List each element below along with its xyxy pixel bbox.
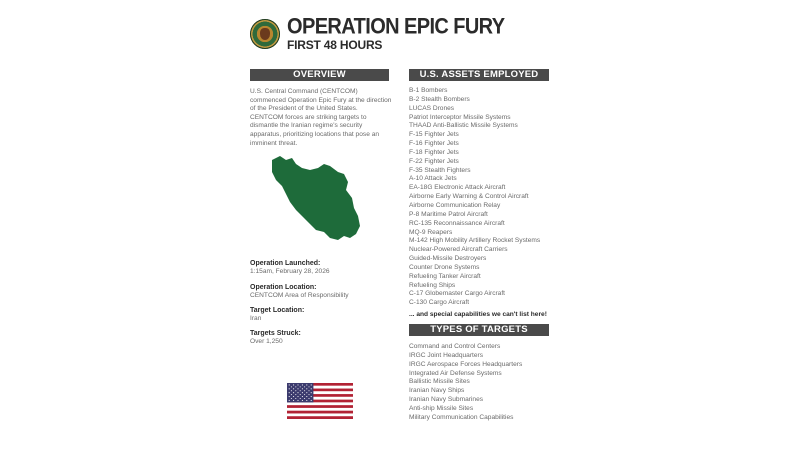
flag-star [306,396,307,397]
list-item: Iranian Navy Ships [409,387,465,395]
flag-star [302,388,303,389]
flag-star [302,400,303,401]
flag-star [295,394,296,395]
list-item: F-15 Fighter Jets [409,131,459,139]
flag-star [297,392,298,393]
fact-label: Targets Struck: [250,330,301,337]
flag-star [297,400,298,401]
flag-star [289,388,290,389]
list-item: Guided-Missile Destroyers [409,255,487,263]
flag-star [291,394,292,395]
flag-star [308,386,309,387]
centcom-seal-icon [250,19,280,49]
list-item: F-18 Fighter Jets [409,148,459,156]
fact-target-location [250,306,400,323]
assets-note: ... and special capabilities we can't list here! [409,311,547,318]
list-item: C-130 Cargo Aircraft [409,299,470,307]
fact-operation-location [250,283,400,300]
list-item: F-16 Fighter Jets [409,140,459,148]
list-item: B-1 Bombers [409,87,448,94]
flag-star [311,388,312,389]
fact-label: Operation Launched: [250,260,321,267]
flag-star [302,392,303,393]
flag-star [311,384,312,385]
flag-star [289,400,290,401]
fact-targets-struck [250,329,400,346]
fact-operation-launched [250,259,400,276]
flag-star [291,386,292,387]
flag-star [297,388,298,389]
flag-star [311,396,312,397]
flag-canton [287,383,313,402]
flag-star [293,388,294,389]
flag-stripe [287,416,353,419]
assets-heading: U.S. ASSETS EMPLOYED [409,69,549,81]
list-item: Airborne Early Warning & Control Aircraft [409,193,529,201]
list-item: MQ-9 Reapers [409,228,453,236]
flag-star [300,394,301,395]
list-item: Refueling Tanker Aircraft [409,272,481,280]
flag-star [304,398,305,399]
flag-star [297,384,298,385]
flag-star [306,384,307,385]
flag-star [306,400,307,401]
list-item: Iranian Navy Submarines [409,396,484,404]
flag-star [308,394,309,395]
list-item: Anti-ship Missile Sites [409,404,474,412]
flag-star [306,388,307,389]
list-item: P-8 Maritime Patrol Aircraft [409,210,488,218]
flag-star [300,398,301,399]
list-item: Patriot Interceptor Missile Systems [409,113,511,121]
flag-stripe [287,402,353,405]
fact-label: Target Location: [250,307,305,314]
page-subtitle: FIRST 48 HOURS [287,38,383,52]
list-item: M-142 High Mobility Artillery Rocket Systems [409,237,541,245]
list-item: IRGC Aerospace Forces Headquarters [409,360,523,368]
targets-list [409,343,559,423]
flag-stripe [287,411,353,414]
list-item: B-2 Stealth Bombers [409,95,470,103]
list-item: Integrated Air Defense Systems [409,369,502,377]
overview-text: U.S. Central Command (CENTCOM) commenced Operation Epic Fury at the direction of the President of the United States. CENTCOM forces are striking targets to dismantle the Iranian regime's security apparatus, prioritizing locations that pose an imminent threat. [250,88,392,147]
list-item: F-35 Stealth Fighters [409,166,471,174]
fact-value: CENTCOM Area of Responsibility [250,292,349,299]
list-item: LUCAS Drones [409,104,455,112]
flag-star [300,390,301,391]
flag-star [291,390,292,391]
flag-star [302,384,303,385]
fact-value: Iran [250,315,262,322]
fact-label: Operation Location: [250,284,317,291]
page-title: OPERATION EPIC FURY [287,15,505,40]
list-item: Airborne Communication Relay [409,201,501,209]
flag-star [308,390,309,391]
flag-star [300,386,301,387]
list-item: A-10 Attack Jets [409,175,457,183]
flag-star [297,396,298,397]
flag-star [311,400,312,401]
flag-star [308,398,309,399]
list-item: Military Communication Capabilities [409,413,514,421]
flag-star [289,392,290,393]
iran-map-shape [272,156,360,240]
flag-star [295,386,296,387]
flag-star [289,396,290,397]
list-item: Ballistic Missile Sites [409,378,470,386]
flag-stripe [287,408,353,411]
flag-star [304,390,305,391]
list-item: C-17 Globemaster Cargo Aircraft [409,290,506,298]
us-flag-icon [287,383,353,419]
flag-star [306,392,307,393]
flag-stripe [287,405,353,408]
fact-value: Over 1,250 [250,338,283,345]
flag-star [311,392,312,393]
list-item: RC-135 Reconnaissance Aircraft [409,219,505,227]
fact-value: 1:15am, February 28, 2026 [250,268,330,275]
flag-star [295,390,296,391]
list-item: IRGC Joint Headquarters [409,351,484,359]
iran-map-icon [266,152,362,244]
list-item: F-22 Fighter Jets [409,157,459,165]
flag-star [293,396,294,397]
list-item: Command and Control Centers [409,343,501,350]
list-item: Nuclear-Powered Aircraft Carriers [409,246,508,254]
list-item: EA-18G Electronic Attack Aircraft [409,184,506,192]
flag-star [293,400,294,401]
flag-star [291,398,292,399]
list-item: Refueling Ships [409,281,456,289]
flag-star [293,392,294,393]
flag-star [302,396,303,397]
overview-heading: OVERVIEW [250,69,389,81]
assets-list [409,87,559,308]
flag-stripe [287,413,353,416]
flag-star [295,398,296,399]
flag-star [304,386,305,387]
list-item: THAAD Anti-Ballistic Missile Systems [409,122,518,130]
flag-star [293,384,294,385]
list-item: Counter Drone Systems [409,263,480,271]
flag-star [289,384,290,385]
targets-heading: TYPES OF TARGETS [409,324,549,336]
flag-star [304,394,305,395]
